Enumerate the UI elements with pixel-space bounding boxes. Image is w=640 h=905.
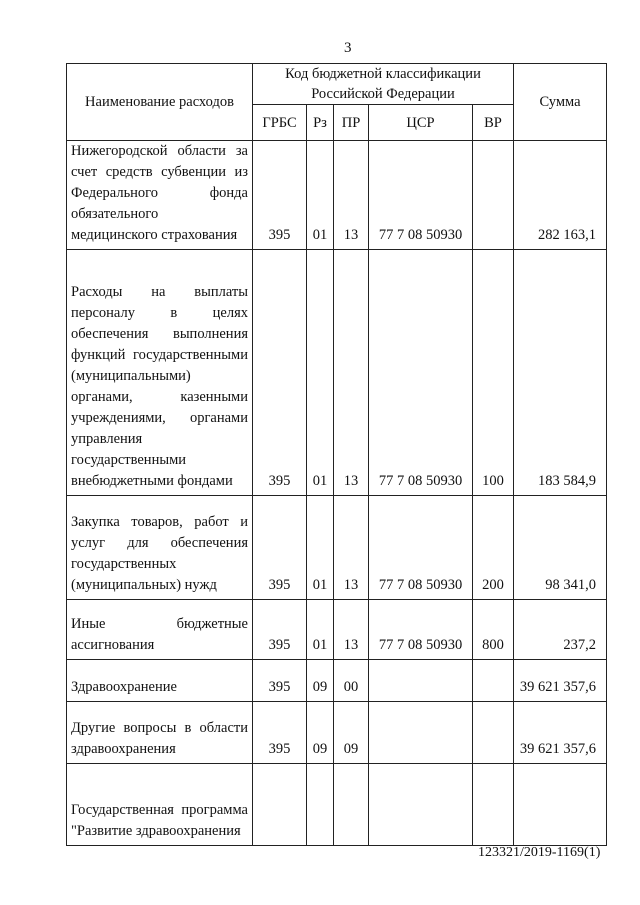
row-rz: 09: [307, 702, 334, 764]
row-vr: 800: [473, 600, 514, 660]
row-sum: 98 341,0: [514, 496, 607, 600]
header-grbs: ГРБС: [253, 105, 307, 141]
row-csr: 77 7 08 50930: [369, 600, 473, 660]
row-rz: [307, 764, 334, 846]
header-vr: ВР: [473, 105, 514, 141]
page-number: 3: [344, 40, 352, 56]
header-sum: Сумма: [514, 64, 607, 141]
row-pr: 13: [334, 250, 369, 496]
table-row: [67, 600, 607, 660]
table-row: [67, 250, 607, 496]
row-sum: 39 621 357,6: [514, 702, 607, 764]
row-csr: [369, 702, 473, 764]
row-pr: 13: [334, 141, 369, 250]
row-grbs: [253, 764, 307, 846]
header-code-group: Код бюджетной классификации Российской Федерации: [253, 64, 514, 105]
row-grbs: 395: [253, 702, 307, 764]
row-name: Государственная программа "Развитие здравоохранения: [67, 764, 253, 846]
row-grbs: 395: [253, 496, 307, 600]
table-row: [67, 764, 607, 846]
row-vr: 200: [473, 496, 514, 600]
row-rz: 09: [307, 660, 334, 702]
table-row: [67, 141, 607, 250]
row-pr: 00: [334, 660, 369, 702]
row-name: Расходы на выплаты персоналу в целях обеспечения выполнения функций государственными (муниципальными) органами, казенными учреждениями, органами управления государственными внебюджетными фондами: [67, 250, 253, 496]
row-csr: [369, 660, 473, 702]
row-csr: [369, 764, 473, 846]
row-pr: [334, 764, 369, 846]
row-vr: [473, 141, 514, 250]
row-sum: 183 584,9: [514, 250, 607, 496]
row-sum: 39 621 357,6: [514, 660, 607, 702]
row-vr: [473, 764, 514, 846]
row-sum: 237,2: [514, 600, 607, 660]
row-sum: [514, 764, 607, 846]
table-row: [67, 496, 607, 600]
header-rz: Рз: [307, 105, 334, 141]
row-vr: [473, 702, 514, 764]
row-pr: 13: [334, 496, 369, 600]
row-name: Нижегородской области за счет средств субвенции из Федерального фонда обязательного медицинского страхования: [67, 141, 253, 250]
row-rz: 01: [307, 250, 334, 496]
row-pr: 09: [334, 702, 369, 764]
document-code: 123321/2019-1169(1): [478, 845, 601, 860]
row-csr: 77 7 08 50930: [369, 250, 473, 496]
row-grbs: 395: [253, 600, 307, 660]
row-grbs: 395: [253, 141, 307, 250]
row-rz: 01: [307, 496, 334, 600]
row-name: Иные бюджетные ассигнования: [67, 600, 253, 660]
row-name: Здравоохранение: [67, 660, 253, 702]
row-grbs: 395: [253, 250, 307, 496]
row-name: Закупка товаров, работ и услуг для обеспечения государственных (муниципальных) нужд: [67, 496, 253, 600]
header-pr: ПР: [334, 105, 369, 141]
row-rz: 01: [307, 600, 334, 660]
row-vr: [473, 660, 514, 702]
table-row: [67, 702, 607, 764]
header-csr: ЦСР: [369, 105, 473, 141]
budget-table: [66, 63, 607, 846]
row-csr: 77 7 08 50930: [369, 141, 473, 250]
row-rz: 01: [307, 141, 334, 250]
row-csr: 77 7 08 50930: [369, 496, 473, 600]
row-name: Другие вопросы в области здравоохранения: [67, 702, 253, 764]
row-vr: 100: [473, 250, 514, 496]
header-name: Наименование расходов: [67, 64, 253, 141]
row-grbs: 395: [253, 660, 307, 702]
table-row: [67, 660, 607, 702]
row-pr: 13: [334, 600, 369, 660]
row-sum: 282 163,1: [514, 141, 607, 250]
